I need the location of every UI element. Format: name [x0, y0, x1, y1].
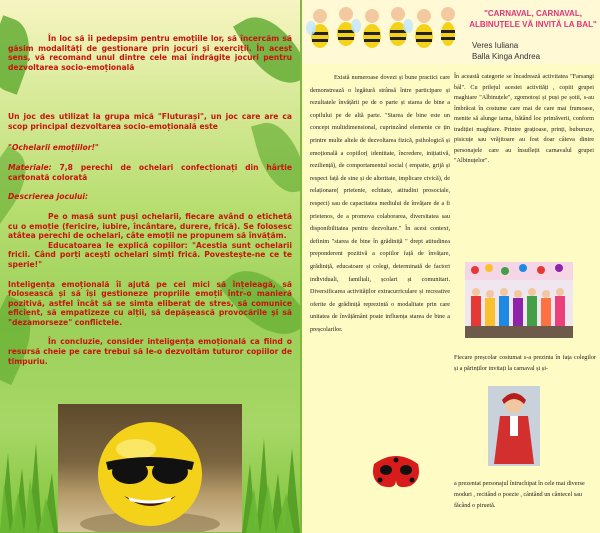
- caption-text: a prezentat personajul întruchipat în cele mai diverse moduri , recitând o poezie , cântând un cântecel sau făcând o piruetă.: [454, 480, 585, 509]
- author-name: Veres Iuliana: [472, 41, 519, 50]
- photo-caption-1: [454, 353, 596, 374]
- right-header: [302, 0, 600, 64]
- red-costume-child-photo: [488, 386, 540, 466]
- emoji-sunglasses-icon: [58, 404, 242, 532]
- costumed-children-photo: [465, 262, 573, 338]
- caption-text: Fiecare preșcolar costumat s-a prezinta în fața colegilor și a părinților invitați la carnaval și și-: [454, 354, 596, 372]
- materials-paragraph: [8, 163, 292, 182]
- conclusion-paragraph: În concluzie, consider inteligența emoțională ca fiind o resursă cheie pe care trebui să le-o dezvoltăm tuturor copiilor de timpuriu.: [8, 337, 292, 366]
- ladybug-mask-icon: [370, 452, 422, 492]
- materials-label: Materiale:: [8, 163, 52, 173]
- teacher-paragraph: Educatoarea le explică copiilor: "Acestia sunt ochelarii fricii. Când porți acești ochelari simți frică. Povestește-ne ce te sperie!": [8, 240, 292, 269]
- bee-costume-children-illustration: [306, 2, 456, 58]
- article-column-2: [454, 72, 594, 167]
- article-title: [468, 8, 598, 30]
- title-line-2: ALBINUȚELE VĂ INVITĂ LA BAL": [469, 20, 597, 29]
- description-label: Descrierea jocului:: [8, 192, 89, 202]
- emotional-intelligence-paragraph: Inteligența emoțională îi ajută pe cei mici să înțeleagă, să folosească și să își gestioneze propriile emoții într-o manieră pozitivă, astfel încât să se simta eliberat de stres, să comunice eficient, să empatizeze cu alții, să depășească provocările și să "dezamorseze" conflictele.: [8, 279, 292, 327]
- column-1-text: Există numeroase dovezi și bune practici care demonstrează o legătură strânsă între participare și rezultatele învățării pe de o parte și starea de bine a copilului pe de altă parte. "Starea de bine este un concept multidimensional, cuprinzând elemente ce țin printre multe altele de dezvoltarea fizică, psihologică și emoțională a copiilor( identitate, încredere, inițiativă, reziliență), de comportamentul social ( empatie, grijă și respect față de sine și de alteritate, implicare civică), de relaționare( prietenie, echitate, atitudini prosociale, respect) sau de capacitatea mediului de învățare de a fi prietenos, de a promova colaborarea, diversitatea sau disponibilitatea pentru dezvoltare." În acest context, definim "starea de bine în grădiniță " drept atitudinea preponderent pozitivă a copiilor față de învățare, grădiniță, educatoare și colegi, determinată de factori individuali, familiali, școlari și comunitari. Diversificarea activităților extracurriculare și recreative oferite de grădiniță reprezintă o modalitate prin care unitatea de învățământ poate influența starea de bine a preșcolarilor.: [310, 74, 450, 333]
- carnival-group-photo: [465, 262, 573, 338]
- description-paragraph: Pe o masă sunt puși ochelarii, fiecare având o etichetă cu o emoție (fericire, iubire, încântare, durere, frică). Se folosesc atâtea perechi de ochelari, câte emoții ne propunem să învățăm.: [8, 211, 292, 241]
- right-panel: [302, 0, 600, 533]
- materials-text: 7,8 perechi de ochelari confecționați din hârtie cartonată colorată: [8, 163, 292, 182]
- game-intro-paragraph: Un joc des utilizat la grupa mică "Fluturași", un joc care are ca scop principal dezvoltarea socio-emoțională este: [8, 112, 292, 131]
- column-2-text: În această categorie se încadrează activitatea "Farsangi bál". Cu prilejul acestei activități , copiii grupei maghiare "Albinuțele", zgomotoși și puși pe șotii, s-au îmbrăcat în costume care mai de care mai frumoase, menite să alunge iarna, bătând loc primăverii, conform tradiției maghiare. Printre grațioase, prinți, buburuze, pisicuțe sau vrăjitoare au fost doar câteva dintre personajele care au însuflețit carnavalul grupei "Albinuțelor".: [454, 73, 594, 164]
- intro-paragraph: În loc să îi pedepsim pentru emoțiile lor, să încercăm să găsim modalități de gestionare prin jocuri și exerciții. În acest sens, vă recomand unul dintre cele mai îndrăgite jocuri pentru dezvoltarea socio-emoțională: [8, 34, 292, 72]
- child-costume-photo: [488, 386, 540, 466]
- authors: [472, 40, 540, 62]
- photo-caption-2: [454, 478, 596, 511]
- left-article: [8, 0, 292, 366]
- title-line-1: "CARNAVAL, CARNAVAL,: [484, 9, 582, 18]
- emoji-ball-photo: [58, 404, 242, 532]
- game-name: "Ochelarii emoțiilor!": [8, 142, 99, 152]
- article-column-1: [310, 72, 450, 336]
- author-name: Balla Kinga Andrea: [472, 52, 541, 61]
